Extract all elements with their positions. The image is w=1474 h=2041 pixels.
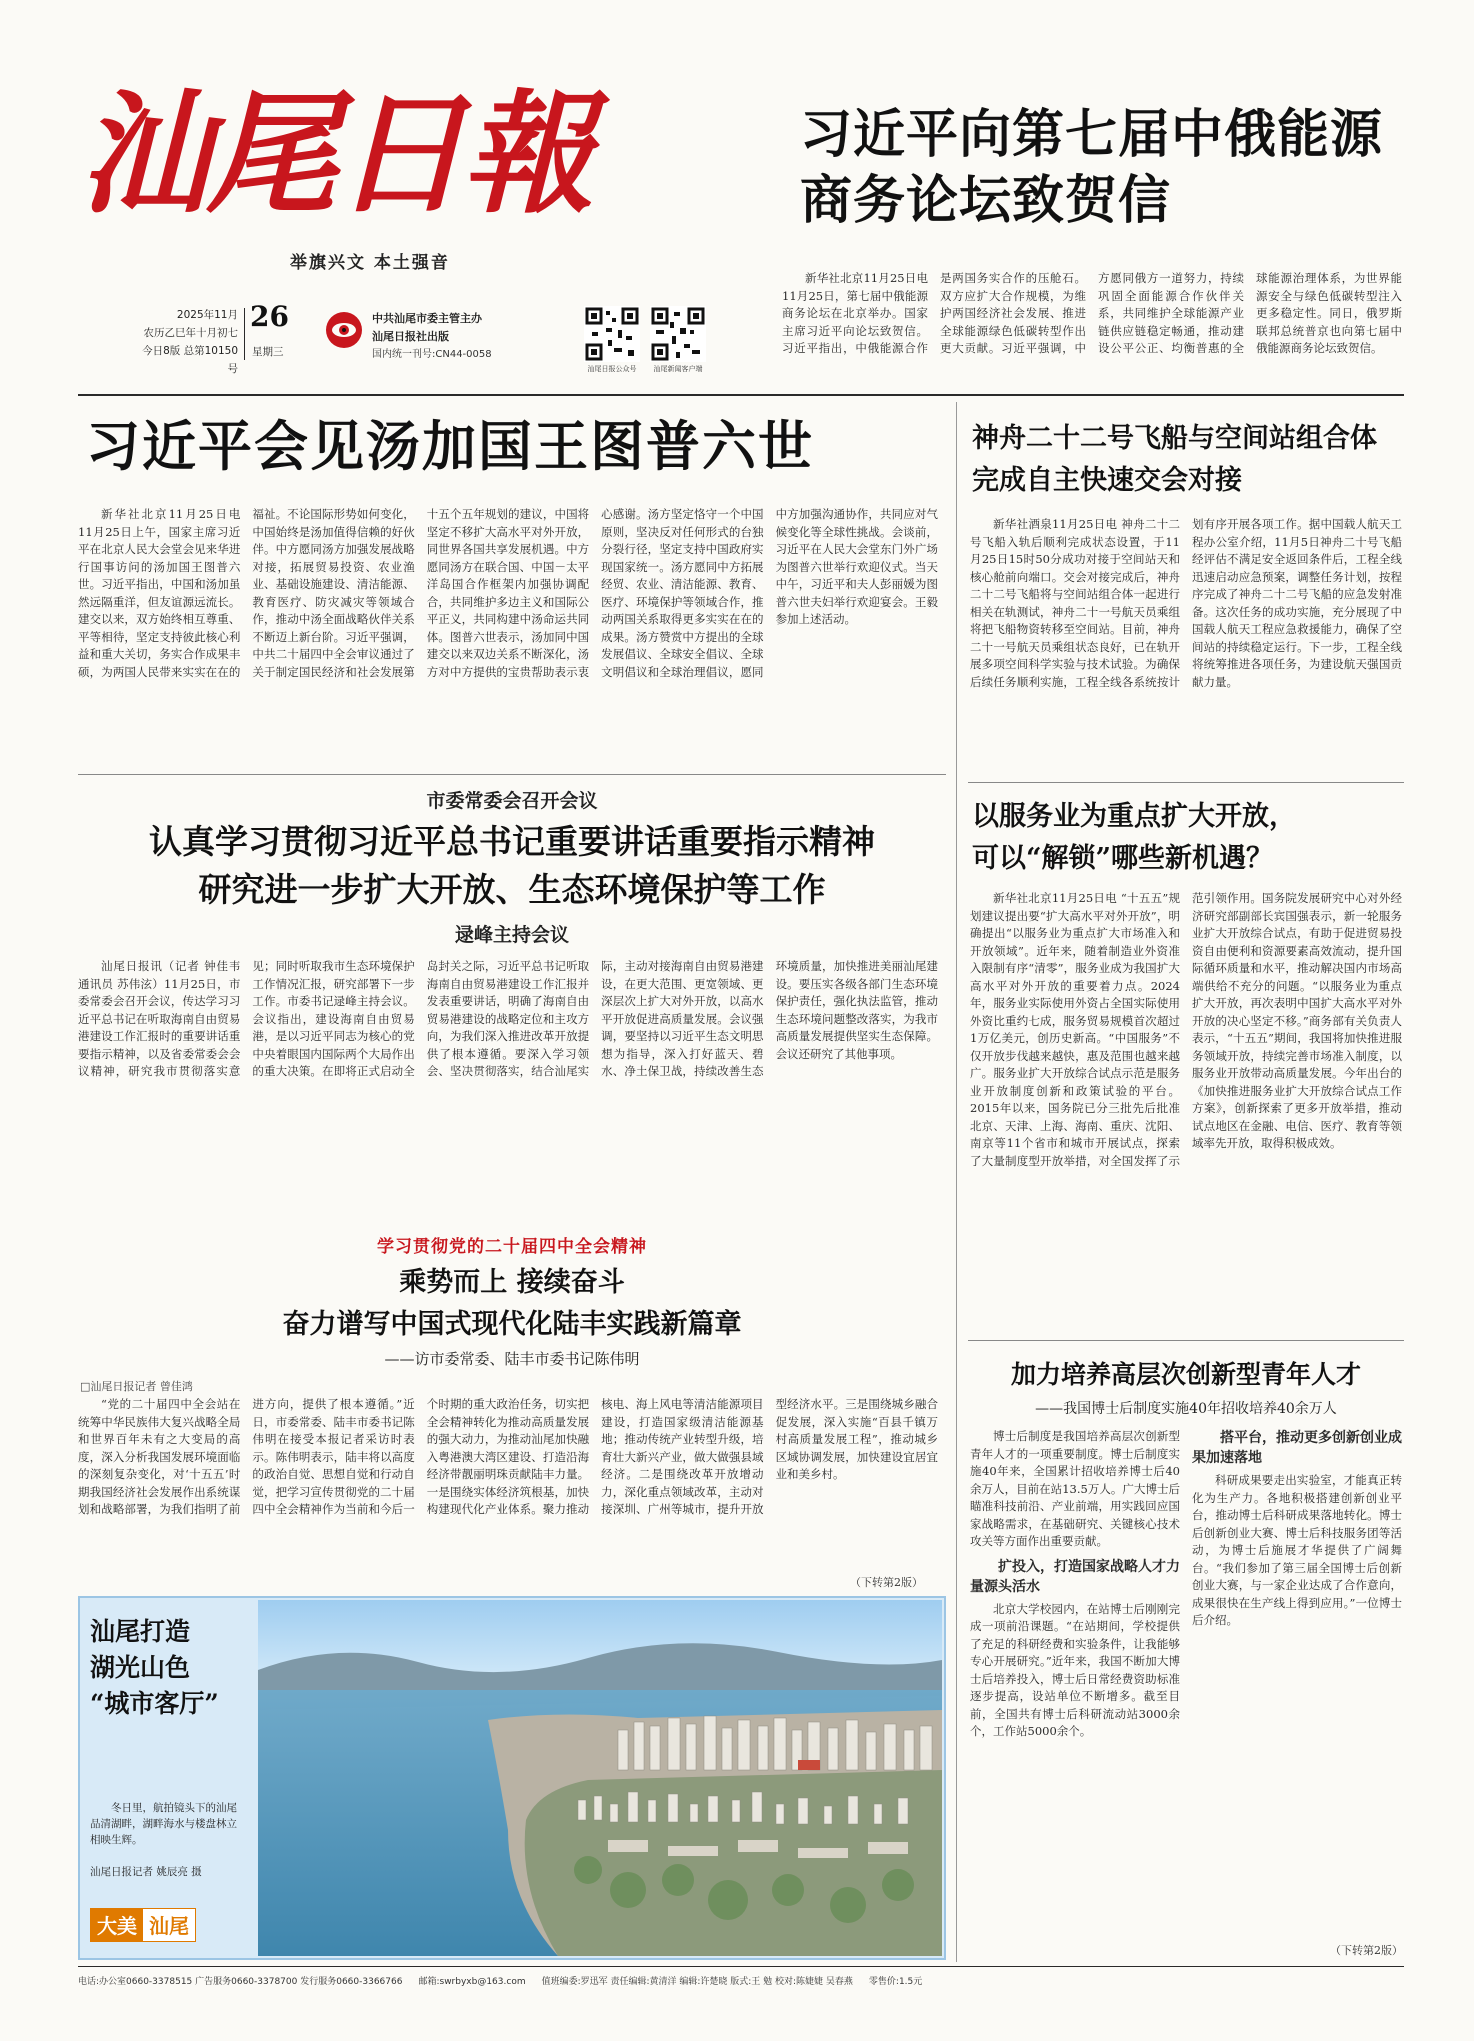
story3-headline[interactable] <box>972 418 1402 502</box>
story7-subheading1: 扩投入，打造国家战略人才力量源头活水 <box>970 1558 1180 1595</box>
masthead-slogan: 举旗兴文 本土强音 <box>290 253 450 273</box>
photo-credit: 汕尾日报记者 姚辰亮 摄 <box>90 1866 202 1878</box>
photo-title <box>90 1614 240 1722</box>
lead-headline[interactable]: 习近平向第七届中俄能源商务论坛致贺信 <box>800 104 1384 231</box>
photo-title-line2: 湖光山色 <box>90 1653 191 1682</box>
publisher-block <box>372 310 492 364</box>
photo-title-line1: 汕尾打造 <box>90 1617 191 1646</box>
story4-body-text: 汕尾日报讯（记者 钟佳韦 通讯员 苏伟泫）11月25日，市委常委会召开会议，传达学习习近平总书记在听取海南自由贸易港建设工作汇报时的重要讲话重要指示精神，以及省委常委会会议精神，研究我市贯彻落实意见；同时听取我市生态环境保护工作情况汇报，研究部署下一步工作。市委书记逯峰主持会议。会议指出，建设海南自由贸易港，是以习近平同志为核心的党中央着眼国内国际两个大局作出的重大决策。在即将正式启动全岛封关之际，习近平总书记听取海南自由贸易港建设工作汇报并发表重要讲话，明确了海南自由贸易港建设的战略定位和主攻方向，为我们深入推进改革开放提供了根本遵循。要深入学习领会、坚决贯彻落实，结合汕尾实际，主动对接海南自由贸易港建设，在更大范围、更宽领域、更深层次上扩大对外开放，以高水平开放促进高质量发展。会议强调，要坚持以习近平生态文明思想为指导，深入打好蓝天、碧水、净土保卫战，持续改善生态环境质量，加快推进美丽汕尾建设。要压实各级各部门生态环境保护责任，强化执法监管，推动生态环境问题整改落实，为我市高质量发展提供坚实生态保障。会议还研究了其他事项。 <box>78 959 938 1078</box>
story7-body-b: 北京大学校园内，在站博士后刚刚完成一项前沿课题。“在站期间，学校提供了充足的科研经费和实验条件，让我能够专心开展研究。”近年来，我国不断加大博士后培养投入，博士后日常经费资助标准逐步提高，设站单位不断增多。截至目前，全国共有博士后科研流动站3000余个，工作站5000余个。 <box>970 1601 1180 1738</box>
story7-col1 <box>970 1428 1180 1962</box>
photo-badge-a: 大美 <box>91 1909 143 1941</box>
photo-badge <box>90 1908 196 1942</box>
weekday: 星期三 <box>252 346 284 358</box>
story4-headline-line2: 研究进一步扩大开放、生态环境保护等工作 <box>198 870 826 909</box>
story5-headline-line2: 可以“解锁”哪些新机遇？ <box>972 843 1274 874</box>
photo-badge-b: 汕尾 <box>143 1909 195 1941</box>
story4-kicker: 市委常委会召开会议 <box>426 790 598 812</box>
footer <box>78 1972 1404 1992</box>
story3-headline-line2: 完成自主快速交会对接 <box>972 465 1242 496</box>
story6-subhead: ——访市委常委、陆丰市委书记陈伟明 <box>384 1350 640 1368</box>
lead-body-text: 新华社北京11月25日电 11月25日，第七届中俄能源商务论坛在北京举办。国家主席习近平向论坛致贺信。习近平指出，中俄能源合作是两国务实合作的压舱石。双方应扩大合作规模，为维护两国经济社会发展、推进全球能源绿色低碳转型作出更大贡献。习近平强调，中方愿同俄方一道努力，持续巩固全面能源合作伙伴关系，共同维护全球能源产业链供应链稳定畅通，推动建设公平公正、均衡普惠的全球能源治理体系，为世界能源安全与绿色低碳转型注入更多稳定性。同日，俄罗斯联邦总统普京也向第七届中俄能源商务论坛致贺信。 <box>782 271 1402 355</box>
issue-line: 今日8版 总第10150号 <box>142 345 238 375</box>
story3-headline-line1: 神舟二十二号飞船与空间站组合体 <box>972 423 1377 454</box>
date-line: 2025年11月 <box>176 309 238 321</box>
story7-body-a: 博士后制度是我国培养高层次创新型青年人才的一项重要制度。博士后制度实施40年来，全国累计招收培养博士后40余万人，目前在站13.5万人。广大博士后瞄准科技前沿、产业前端，用实践回应国家战略需求，在基础研究、关键核心技术攻关等方面作出重要贡献。 <box>970 1429 1180 1548</box>
photo-title-line3: “城市客厅” <box>90 1689 219 1718</box>
story5-headline[interactable] <box>972 796 1402 880</box>
qr-code-app[interactable] <box>650 306 706 362</box>
story2-body-text: 新华社北京11月25日电 11月25日上午，国家主席习近平在北京人民大会堂会见来华进行国事访问的汤加国王图普六世。习近平指出，中国和汤加虽然远隔重洋，但友谊源远流长。建交以来，双方始终相互尊重、平等相待，坚定支持彼此核心利益和重大关切，务实合作成果丰硕，为两国人民带来实实在在的福祉。不论国际形势如何变化，中国始终是汤加值得信赖的好伙伴。中方愿同汤方加强发展战略对接，拓展贸易投资、农业渔业、基础设施建设、清洁能源、教育医疗、防灾减灾等领域合作，推动中汤全面战略伙伴关系不断迈上新台阶。习近平强调，中共二十届四中全会审议通过了关于制定国民经济和社会发展第十五个五年规划的建议，中国将坚定不移扩大高水平对外开放，同世界各国共享发展机遇。中方愿同汤方在联合国、中国－太平洋岛国合作框架内加强协调配合，共同维护多边主义和国际公平正义，共同构建中汤命运共同体。图普六世表示，汤加同中国建交以来双边关系不断深化，汤方对中方提供的宝贵帮助表示衷心感谢。汤方坚定恪守一个中国原则，坚决反对任何形式的台独分裂行径，坚定支持中国政府实现国家统一。汤方愿同中方拓展经贸、农业、清洁能源、教育、医疗、环境保护等领域合作，推动两国关系取得更多实实在在的成果。汤方赞赏中方提出的全球发展倡议、全球安全倡议、全球文明倡议和全球治理倡议，愿同中方加强沟通协作，共同应对气候变化等全球性挑战。会谈前，习近平在人民大会堂东门外广场为图普六世举行欢迎仪式。当天中午，习近平和夫人彭丽媛为图普六世夫妇举行欢迎宴会。王毅参加上述活动。 <box>78 507 938 679</box>
story6-continue[interactable]: （下转第2版） <box>850 1576 923 1589</box>
story6-section-label: 学习贯彻党的二十届四中全会精神 <box>377 1237 647 1257</box>
day-number: 26 <box>250 300 289 333</box>
footer-email[interactable]: 邮箱:swrbyxb@163.com <box>418 1977 526 1987</box>
publisher-line: 汕尾日报社出版 <box>372 330 449 343</box>
story6-headline-line2: 奋力谱写中国式现代化陆丰实践新篇章 <box>282 1309 742 1340</box>
qr-code-wechat[interactable] <box>584 306 640 362</box>
date-block <box>138 306 238 378</box>
footer-phone: 电话:办公室0660-3378515 广告服务0660-3378700 发行服务0660-3366766 <box>78 1977 403 1987</box>
paper-emblem-icon <box>324 310 364 350</box>
masthead-logo: 汕尾日報 <box>78 77 590 232</box>
lead-body <box>782 270 1402 390</box>
footer-price: 零售价:1.5元 <box>868 1977 923 1987</box>
story5-headline-line1: 以服务业为重点扩大开放， <box>972 801 1296 832</box>
qr-caption-app: 汕尾新闻客户端 <box>653 365 703 373</box>
cn-number: 国内统一刊号:CN44-0058 <box>372 349 492 360</box>
story7-body-c: 科研成果要走出实验室，才能真正转化为生产力。各地积极搭建创新创业平台，推动博士后科研成果落地转化。博士后创新创业大赛、博士后科技服务团等活动，为博士后施展才华提供了广阔舞台。“我们参加了第三届全国博士后创新创业大赛，与一家企业达成了合作意向，成果很快在生产线上得到应用。”一位博士后介绍。 <box>1192 1473 1402 1627</box>
story5-body-text: 新华社北京11月25日电 “十五五”规划建议提出要“扩大高水平对外开放”，明确提出“以服务业为重点扩大市场准入和开放领域”。近年来，随着制造业外资准入限制有序“清零”，服务业成为我国扩大高水平对外开放的重要着力点。2024年，服务业实际使用外资占全国实际使用外资比重约七成，服务贸易规模首次超过1万亿美元，创历史新高。“中国服务”不仅开放步伐越来越快，惠及范围也越来越广。服务业扩大开放综合试点示范是服务业开放制度创新和政策试验的平台。2015年以来，国务院已分三批先后批准北京、天津、上海、海南、重庆、沈阳、南京等11个省市和城市开展试点，探索了大量制度型开放举措，对全国发挥了示范引领作用。国务院发展研究中心对外经济研究部副部长宾国强表示，新一轮服务业扩大开放综合试点，有助于促进贸易投资自由便利和资源要素高效流动，提升国际循环质量和水平，推动解决国内市场高端供给不充分的问题。“以服务业为重点扩大开放，再次表明中国扩大高水平对外开放的决心坚定不移。”商务部有关负责人表示，“十五五”期间，我国将加快推进服务领域开放，持续完善市场准入制度，以服务业开放带动高质量发展。今年出台的《加快推进服务业扩大开放综合试点工作方案》，创新探索了更多开放举措，推动试点地区在金融、电信、医疗、教育等领域率先开放，取得积极成效。 <box>970 891 1402 1168</box>
story7-continue[interactable]: （下转第2版） <box>1330 1944 1403 1957</box>
qr-caption-wechat: 汕尾日报公众号 <box>587 365 637 373</box>
story6-body <box>78 1396 938 1574</box>
story7-subheading2: 搭平台，推动更多创新创业成果加速落地 <box>1192 1430 1402 1466</box>
story5-body <box>970 890 1402 1330</box>
story4-headline-line1: 认真学习贯彻习近平总书记重要讲话重要指示精神 <box>149 822 875 861</box>
sponsor-line: 中共汕尾市委主管主办 <box>372 312 482 325</box>
photo-caption: 冬日里，航拍镜头下的汕尾品清湖畔，湖畔海水与楼盘林立相映生辉。 <box>90 1802 237 1846</box>
story4-subhead: 逯峰主持会议 <box>454 924 569 946</box>
aerial-city-photo <box>258 1600 942 1956</box>
story3-body-text: 新华社酒泉11月25日电 神舟二十二号飞船入轨后顺利完成状态设置，于11月25日15时50分成功对接于空间站天和核心舱前向端口。交会对接完成后，神舟二十二号飞船将与空间站组合体一起进行相关在轨测试，神舟二十一号航天员乘组将把飞船物资转移至空间站。目前，神舟二十一号航天员乘组状态良好，已在轨开展多项空间科学实验与技术试验。为确保后续任务顺利实施，工程全线各系统按计划有序开展各项工作。据中国载人航天工程办公室介绍，11月5日神舟二十号飞船经评估不满足安全返回条件后，工程全线迅速启动应急预案，调整任务计划，按程序完成了神舟二十二号飞船的应急发射准备。这次任务的成功实施，充分展现了中国载人航天工程应急救援能力，确保了空间站的持续稳定运行。下一步，工程全线将统筹推进各项任务，为建设航天强国贡献力量。 <box>970 517 1402 689</box>
story6-headline[interactable] <box>78 1262 946 1346</box>
story6-headline-line1: 乘势而上 接续奋斗 <box>399 1267 625 1298</box>
story2-body <box>78 506 938 806</box>
footer-editors: 值班编委:罗迅军 责任编辑:黄清洋 编辑:许楚晓 版式:王 勉 校对:陈婕婕 吴春燕 <box>541 1977 853 1987</box>
story7-col2 <box>1192 1428 1402 1938</box>
lunar-line: 农历乙巳年十月初七 <box>143 327 238 339</box>
story4-headline[interactable] <box>78 818 946 914</box>
story7-subhead: ——我国博士后制度实施40年招收培养40余万人 <box>1035 1401 1337 1417</box>
story2-headline[interactable]: 习近平会见汤加国王图普六世 <box>86 414 814 478</box>
story6-body-text: “党的二十届四中全会站在统筹中华民族伟大复兴战略全局和世界百年未有之大变局的高度，深入分析我国发展环境面临的深刻复杂变化，对‘十五五’时期我国经济社会发展作出系统谋划和战略部署，为我们指明了前进方向，提供了根本遵循。”近日，市委常委、陆丰市委书记陈伟明在接受本报记者采访时表示。陈伟明表示，陆丰将以高度的政治自觉、思想自觉和行动自觉，把学习宣传贯彻党的二十届四中全会精神作为当前和今后一个时期的重大政治任务，切实把全会精神转化为推动高质量发展的强大动力，为推动汕尾加快融入粤港澳大湾区建设、打造沿海经济带靓丽明珠贡献陆丰力量。一是围绕实体经济筑根基，加快构建现代化产业体系。聚力推动核电、海上风电等清洁能源项目建设，打造国家级清洁能源基地；推动传统产业转型升级，培育壮大新兴产业，做大做强县域经济。二是围绕改革开放增动力，深化重点领域改革，主动对接深圳、广州等城市，提升开放型经济水平。三是围绕城乡融合促发展，深入实施“百县千镇万村高质量发展工程”，推动城乡区域协调发展，加快建设宜居宜业和美乡村。 <box>78 1397 938 1516</box>
story4-body <box>78 958 938 1220</box>
story7-headline[interactable]: 加力培养高层次创新型青年人才 <box>1010 1360 1361 1389</box>
story6-byline: □汕尾日报记者 曾佳鸿 <box>80 1380 193 1393</box>
story3-body <box>970 516 1402 772</box>
